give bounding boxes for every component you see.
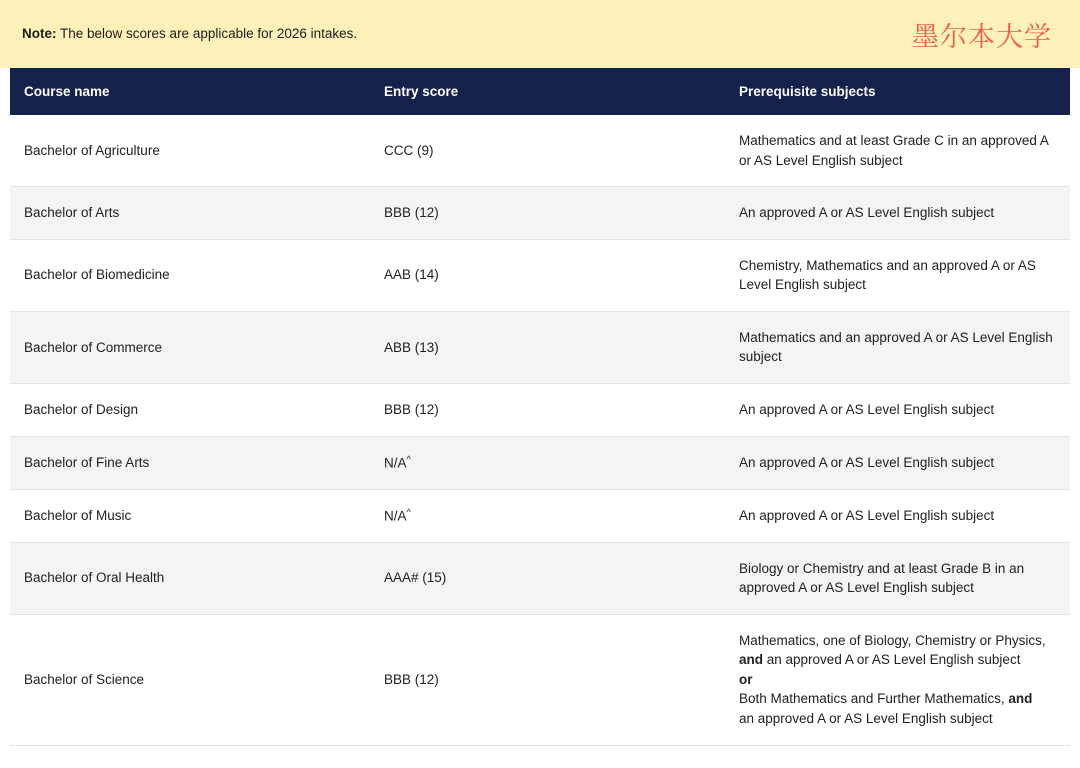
cell-prerequisite-subjects	[725, 436, 1070, 489]
cell-course-name: Bachelor of Science	[10, 614, 370, 745]
cell-course-name: Bachelor of Agriculture	[10, 115, 370, 187]
prerequisite-line	[739, 709, 1056, 729]
cell-prerequisite-subjects	[725, 115, 1070, 187]
cell-entry-score	[370, 115, 725, 187]
entry-score-value: BBB (12)	[384, 205, 439, 221]
note-banner	[0, 0, 1080, 68]
column-header-prerequisite-subjects: Prerequisite subjects	[725, 68, 1070, 115]
table-row	[10, 239, 1070, 311]
cell-entry-score	[370, 187, 725, 240]
prerequisite-line	[739, 650, 1056, 670]
table-row	[10, 115, 1070, 187]
prerequisite-text: an approved A or AS Level English subject	[739, 711, 993, 726]
entry-score-value: N/A	[384, 455, 407, 470]
entry-score-value: BBB (12)	[384, 401, 439, 417]
entry-scores-table	[10, 68, 1070, 746]
university-logo: 墨尔本大学	[912, 21, 1052, 53]
cell-course-name: Bachelor of Commerce	[10, 311, 370, 383]
entry-score-value: CCC (9)	[384, 142, 434, 158]
entry-score-footnote-marker: ^	[406, 506, 411, 517]
prerequisite-line	[739, 131, 1056, 151]
table-header	[10, 68, 1070, 115]
note-body: The below scores are applicable for 2026 intakes.	[56, 25, 358, 41]
cell-prerequisite-subjects	[725, 542, 1070, 614]
table-row	[10, 614, 1070, 745]
prerequisite-line	[739, 275, 1056, 295]
cell-prerequisite-subjects	[725, 239, 1070, 311]
cell-course-name: Bachelor of Oral Health	[10, 542, 370, 614]
cell-course-name: Bachelor of Music	[10, 489, 370, 542]
prerequisite-text: or AS Level English subject	[739, 152, 903, 168]
prerequisite-line	[739, 631, 1056, 651]
cell-prerequisite-subjects	[725, 383, 1070, 436]
entry-score-value: BBB (12)	[384, 671, 439, 687]
entry-score-footnote-marker: ^	[406, 453, 411, 464]
entry-scores-table-wrapper	[0, 68, 1080, 746]
cell-prerequisite-subjects	[725, 614, 1070, 745]
cell-prerequisite-subjects	[725, 187, 1070, 240]
cell-entry-score	[370, 239, 725, 311]
table-row	[10, 542, 1070, 614]
prerequisite-line	[739, 506, 1056, 526]
prerequisite-text: Mathematics and an approved A or AS Level English	[739, 329, 1053, 345]
cell-entry-score	[370, 614, 725, 745]
prerequisite-line	[739, 453, 1056, 473]
prerequisite-line	[739, 203, 1056, 223]
prerequisite-line	[739, 689, 1056, 709]
entry-score-value: N/A	[384, 508, 407, 524]
table-row	[10, 436, 1070, 489]
cell-prerequisite-subjects	[725, 311, 1070, 383]
cell-entry-score	[370, 542, 725, 614]
prerequisite-line	[739, 400, 1056, 420]
prerequisite-text: Level English subject	[739, 277, 866, 293]
prerequisite-text: Chemistry, Mathematics and an approved A or AS	[739, 257, 1036, 273]
prerequisite-text: Both Mathematics and Further Mathematics,	[739, 691, 1009, 707]
entry-score-value: AAA# (15)	[384, 570, 447, 586]
prerequisite-line	[739, 151, 1056, 171]
prerequisite-text: Mathematics and at least Grade C in an approved A	[739, 133, 1049, 148]
cell-course-name: Bachelor of Biomedicine	[10, 239, 370, 311]
prerequisite-text: An approved A or AS Level English subject	[739, 507, 995, 523]
cell-course-name: Bachelor of Arts	[10, 187, 370, 240]
entry-score-value: ABB (13)	[384, 339, 439, 355]
prerequisite-text: An approved A or AS Level English subject	[739, 401, 995, 417]
table-body	[10, 115, 1070, 745]
prerequisite-text: Mathematics, one of Biology, Chemistry or Physics,	[739, 632, 1046, 648]
cell-course-name: Bachelor of Fine Arts	[10, 436, 370, 489]
table-header-row	[10, 68, 1070, 115]
column-header-course-name: Course name	[10, 68, 370, 115]
cell-entry-score	[370, 436, 725, 489]
cell-prerequisite-subjects	[725, 489, 1070, 542]
table-row	[10, 187, 1070, 240]
prerequisite-emphasis: or	[739, 671, 753, 687]
cell-entry-score	[370, 489, 725, 542]
prerequisite-text: subject	[739, 349, 782, 365]
note-label: Note:	[22, 25, 57, 41]
table-row	[10, 489, 1070, 542]
prerequisite-line	[739, 256, 1056, 276]
prerequisite-line	[739, 328, 1056, 348]
entry-score-value: AAB (14)	[384, 267, 439, 283]
cell-course-name: Bachelor of Design	[10, 383, 370, 436]
prerequisite-line	[739, 347, 1056, 367]
prerequisite-text: Biology or Chemistry and at least Grade B in an	[739, 560, 1025, 576]
prerequisite-line	[739, 559, 1056, 579]
cell-entry-score	[370, 311, 725, 383]
prerequisite-text: an approved A or AS Level English subject	[763, 652, 1021, 668]
table-row	[10, 311, 1070, 383]
column-header-entry-score: Entry score	[370, 68, 725, 115]
prerequisite-emphasis: and	[739, 652, 764, 668]
note-text	[22, 25, 357, 44]
prerequisite-line	[739, 670, 1056, 690]
prerequisite-text: approved A or AS Level English subject	[739, 580, 974, 596]
prerequisite-text: An approved A or AS Level English subject	[739, 205, 995, 221]
table-row	[10, 383, 1070, 436]
prerequisite-text: An approved A or AS Level English subject	[739, 454, 995, 470]
prerequisite-emphasis: and	[1008, 691, 1033, 707]
prerequisite-line	[739, 578, 1056, 598]
cell-entry-score	[370, 383, 725, 436]
